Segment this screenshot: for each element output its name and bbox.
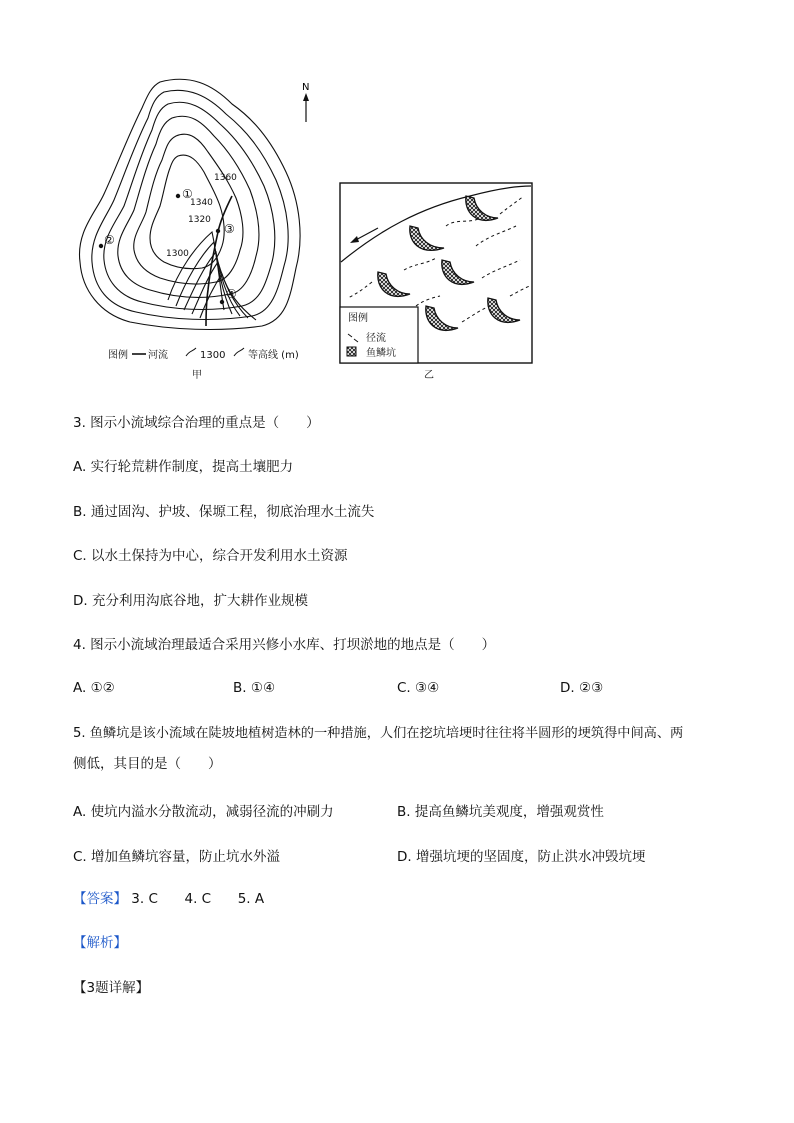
point-4: ④ bbox=[226, 287, 237, 301]
answer-tag: 【答案】 bbox=[73, 891, 127, 907]
answer-line bbox=[73, 889, 264, 909]
q4-option-d[interactable]: D. ②③ bbox=[560, 680, 604, 696]
q5-option-b[interactable]: B. 提高鱼鳞坑美观度，增强观赏性 bbox=[397, 804, 604, 820]
legend-jia-title: 图例 bbox=[108, 350, 128, 361]
north-arrow-icon bbox=[302, 82, 309, 122]
pit-icon bbox=[442, 260, 474, 284]
question-4-stem: 4. 图示小流域治理最适合采用兴修小水库、打坝淤地的地点是（ ） bbox=[73, 637, 496, 653]
q3-option-d[interactable]: D. 充分利用沟底谷地，扩大耕作业规模 bbox=[73, 593, 308, 609]
legend-contour-symbol-icon bbox=[186, 348, 196, 356]
q5-option-c[interactable]: C. 增加鱼鳞坑容量，防止坑水外溢 bbox=[73, 849, 281, 865]
question-5-stem-line2: 侧低，其目的是（ ） bbox=[73, 756, 222, 772]
answer-item-3: 3. C bbox=[131, 891, 158, 907]
legend-contour-label: 等高线 (m) bbox=[248, 350, 299, 361]
legend-pit-label: 鱼鳞坑 bbox=[366, 348, 396, 359]
q3-option-a[interactable]: A. 实行轮荒耕作制度，提高土壤肥力 bbox=[73, 459, 294, 475]
point-1: ① bbox=[182, 187, 193, 201]
question-5-stem-line1: 5. 鱼鳞坑是该小流域在陡坡地植树造林的一种措施，人们在挖坑培埂时往往将半圆形的埂筑得中间高、两 bbox=[73, 726, 684, 741]
q5-option-d[interactable]: D. 增强坑埂的坚固度，防止洪水冲毁坑埂 bbox=[397, 849, 646, 865]
legend-yi-title: 图例 bbox=[348, 313, 368, 324]
pit-icon bbox=[488, 298, 520, 322]
contour-label-1320: 1320 bbox=[188, 215, 211, 225]
point-2: ② bbox=[104, 233, 115, 247]
answer-item-4: 4. C bbox=[184, 891, 212, 907]
analysis-sub-heading: 【3题详解】 bbox=[73, 980, 150, 996]
q3-option-c[interactable]: C. 以水土保持为中心，综合开发利用水土资源 bbox=[73, 548, 348, 564]
answer-item-5: 5. A bbox=[237, 891, 265, 907]
pit-icon bbox=[466, 196, 498, 220]
north-label: N bbox=[302, 82, 310, 93]
pit-icon bbox=[426, 306, 458, 330]
q4-option-c[interactable]: C. ③④ bbox=[397, 680, 440, 696]
legend-contour-value: 1300 bbox=[200, 350, 226, 361]
legend-contour-symbol2-icon bbox=[234, 348, 244, 356]
q3-option-b[interactable]: B. 通过固沟、护坡、保塬工程，彻底治理水土流失 bbox=[73, 504, 375, 520]
contour-label-1300: 1300 bbox=[166, 249, 189, 259]
legend-river-label: 河流 bbox=[148, 350, 168, 361]
pit-icon bbox=[410, 226, 444, 250]
caption-jia: 甲 bbox=[192, 370, 202, 381]
point-3: ③ bbox=[224, 222, 235, 236]
legend-runoff-label: 径流 bbox=[366, 333, 386, 344]
contour-label-1340: 1340 bbox=[190, 198, 213, 208]
map-yi bbox=[340, 183, 532, 381]
q5-option-a[interactable]: A. 使坑内溢水分散流动，减弱径流的冲刷力 bbox=[73, 804, 334, 820]
question-3-stem: 3. 图示小流域综合治理的重点是（ ） bbox=[73, 415, 320, 431]
analysis-tag: 【解析】 bbox=[73, 935, 127, 951]
caption-yi: 乙 bbox=[424, 370, 434, 381]
legend-pit-symbol-icon bbox=[347, 347, 356, 356]
figure bbox=[0, 0, 794, 390]
q4-option-b[interactable]: B. ①④ bbox=[233, 680, 276, 696]
pit-icon bbox=[378, 272, 410, 296]
contour-label-1360: 1360 bbox=[214, 173, 237, 183]
q4-option-a[interactable]: A. ①② bbox=[73, 680, 115, 696]
runoff-lines bbox=[348, 196, 530, 322]
